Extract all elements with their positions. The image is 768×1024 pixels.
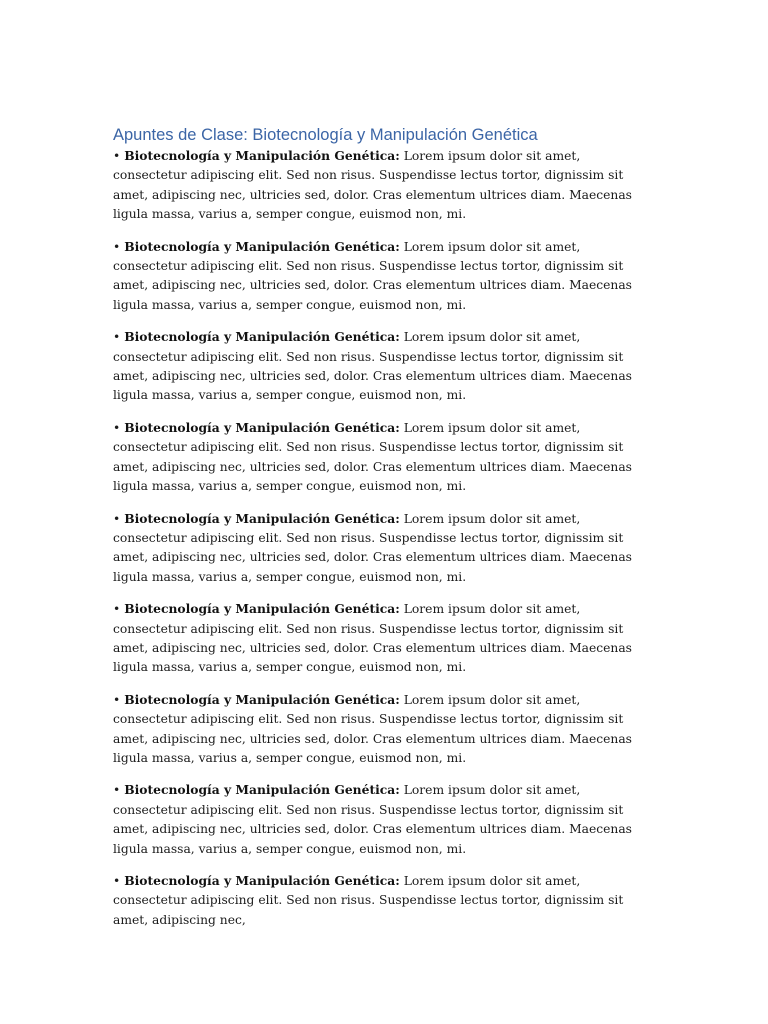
bullet-marker: • xyxy=(113,692,121,707)
bullet-marker: • xyxy=(113,602,121,617)
bullet-marker: • xyxy=(113,874,121,888)
bullet-text: Lorem ipsum dolor sit amet, consectetur adipiscing elit. Sed non risus. Suspendisse lectus tortor, dignissim sit amet, adipiscing nec, ultricies sed, dolor. Cras elementum ultrices diam. Maecenas ligula massa, varius a, semper congue, euismod non, mi. xyxy=(113,420,632,494)
bullet-item xyxy=(113,509,653,588)
bullet-marker: • xyxy=(113,149,121,163)
bullet-heading: Biotecnología y Manipulación Genética: xyxy=(124,510,400,526)
bullet-text: Lorem ipsum dolor sit amet, consectetur adipiscing elit. Sed non risus. Suspendisse lectus tortor, dignissim sit amet, adipiscing nec, ultricies sed, dolor. Cras elementum ultrices diam. Maecenas ligula massa, varius a, semper congue, euismod non, mi. xyxy=(113,602,632,675)
bullet-text: Lorem ipsum dolor sit amet, consectetur adipiscing elit. Sed non risus. Suspendisse lectus tortor, dignissim sit amet, adipiscing nec, ultricies sed, dolor. Cras elementum ultrices diam. Maecenas ligula massa, varius a, semper congue, euismod non, mi. xyxy=(113,149,632,222)
bullet-text: Lorem ipsum dolor sit amet, consectetur adipiscing elit. Sed non risus. Suspendisse lectus tortor, dignissim sit amet, adipiscing nec, ultricies sed, dolor. Cras elementum ultrices diam. Maecenas ligula massa, varius a, semper congue, euismod non, mi. xyxy=(113,330,632,403)
bullet-item xyxy=(113,327,653,406)
bullet-text: Lorem ipsum dolor sit amet, consectetur adipiscing elit. Sed non risus. Suspendisse lectus tortor, dignissim sit amet, adipiscing nec, ultricies sed, dolor. Cras elementum ultrices diam. Maecenas ligula massa, varius a, semper congue, euismod non, mi. xyxy=(113,239,632,312)
bullet-item xyxy=(113,780,653,859)
bullet-item xyxy=(113,599,653,678)
bullet-heading: Biotecnología y Manipulación Genética: xyxy=(124,601,400,617)
bullet-heading: Biotecnología y Manipulación Genética: xyxy=(124,873,400,888)
bullet-heading: Biotecnología y Manipulación Genética: xyxy=(124,329,400,345)
bullet-text: Lorem ipsum dolor sit amet, consectetur adipiscing elit. Sed non risus. Suspendisse lectus tortor, dignissim sit amet, adipiscing nec, ultricies sed, dolor. Cras elementum ultrices diam. Maecenas ligula massa, varius a, semper congue, euismod non, mi. xyxy=(113,692,632,765)
bullet-item xyxy=(113,237,653,316)
document-title: Apuntes de Clase: Biotecnología y Manipulación Genética xyxy=(113,126,538,144)
bullet-item xyxy=(113,871,653,930)
bullet-text: Lorem ipsum dolor sit amet, consectetur adipiscing elit. Sed non risus. Suspendisse lectus tortor, dignissim sit amet, adipiscing nec, ultricies sed, dolor. Cras elementum ultrices diam. Maecenas ligula massa, varius a, semper congue, euismod non, mi. xyxy=(113,511,632,584)
bullet-heading: Biotecnología y Manipulación Genética: xyxy=(124,691,400,707)
bullet-heading: Biotecnología y Manipulación Genética: xyxy=(124,782,400,798)
bullet-item xyxy=(113,146,653,225)
bullet-heading: Biotecnología y Manipulación Genética: xyxy=(124,238,400,254)
bullet-marker: • xyxy=(113,511,121,526)
bullet-marker: • xyxy=(113,330,121,345)
bullet-list xyxy=(113,146,653,930)
document-body xyxy=(113,124,653,942)
bullet-marker: • xyxy=(113,420,121,435)
bullet-item xyxy=(113,690,653,769)
bullet-marker: • xyxy=(113,239,121,254)
bullet-text: Lorem ipsum dolor sit amet, consectetur adipiscing elit. Sed non risus. Suspendisse lectus tortor, dignissim sit amet, adipiscing nec, xyxy=(113,874,624,927)
bullet-heading: Biotecnología y Manipulación Genética: xyxy=(124,419,400,435)
bullet-marker: • xyxy=(113,783,121,798)
bullet-item xyxy=(113,418,653,497)
bullet-heading: Biotecnología y Manipulación Genética: xyxy=(124,148,400,163)
bullet-text: Lorem ipsum dolor sit amet, consectetur adipiscing elit. Sed non risus. Suspendisse lectus tortor, dignissim sit amet, adipiscing nec, ultricies sed, dolor. Cras elementum ultrices diam. Maecenas ligula massa, varius a, semper congue, euismod non, mi. xyxy=(113,783,632,856)
